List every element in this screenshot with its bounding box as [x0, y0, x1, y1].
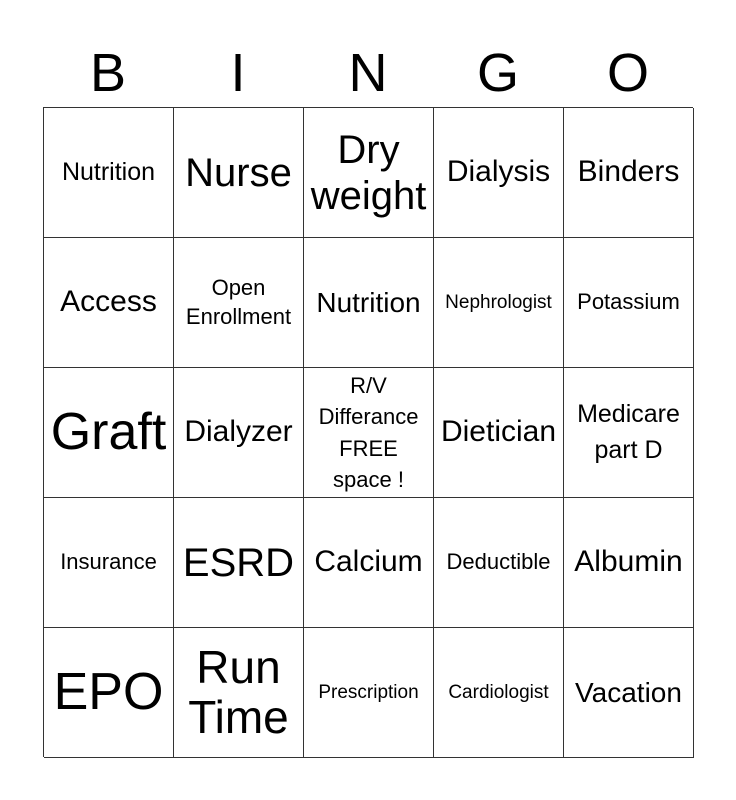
bingo-cell[interactable] — [44, 628, 174, 758]
header-letter-n: N — [348, 43, 388, 103]
cell-text: Potassium — [577, 289, 680, 315]
cell-text: Access — [60, 285, 157, 319]
header-letter-g: G — [476, 43, 519, 103]
cell-text: R/V Differance FREE space ! — [318, 373, 419, 492]
bingo-cell[interactable] — [44, 498, 174, 628]
cell-text: Dialysis — [446, 155, 551, 189]
bingo-cell[interactable] — [434, 238, 564, 368]
cell-text: Medicare part D — [577, 400, 680, 464]
bingo-cell[interactable] — [434, 628, 564, 758]
bingo-cell[interactable] — [174, 498, 304, 628]
bingo-cell[interactable] — [304, 628, 434, 758]
bingo-cell[interactable] — [304, 238, 434, 368]
bingo-cell[interactable] — [564, 368, 694, 498]
bingo-cell[interactable] — [304, 108, 434, 238]
cell-text: Albumin — [574, 545, 683, 579]
cell-text: Deductible — [446, 549, 551, 575]
cell-text: Open Enrollment — [185, 274, 292, 329]
header-letter-b: B — [89, 43, 127, 103]
cell-text: Binders — [577, 155, 680, 189]
cell-text: ESRD — [182, 540, 295, 585]
cell-text: Cardiologist — [448, 681, 549, 703]
bingo-cell[interactable] — [434, 498, 564, 628]
bingo-cell[interactable] — [44, 368, 174, 498]
free-space-cell[interactable] — [304, 368, 434, 498]
cell-text: Nutrition — [316, 286, 421, 318]
bingo-cell[interactable] — [44, 108, 174, 238]
bingo-cell[interactable] — [564, 238, 694, 368]
bingo-cell[interactable] — [174, 628, 304, 758]
bingo-cell[interactable] — [564, 498, 694, 628]
cell-text: Prescription — [318, 681, 419, 703]
bingo-cell[interactable] — [304, 498, 434, 628]
bingo-cell[interactable] — [44, 238, 174, 368]
cell-text: EPO — [53, 663, 164, 722]
cell-text: Dry weight — [310, 127, 427, 218]
cell-text: Dialyzer — [184, 415, 293, 449]
cell-text: Graft — [50, 403, 167, 462]
bingo-cell[interactable] — [434, 368, 564, 498]
bingo-cell[interactable] — [564, 108, 694, 238]
bingo-board — [43, 107, 693, 757]
bingo-cell[interactable] — [174, 368, 304, 498]
bingo-cell[interactable] — [174, 108, 304, 238]
cell-text: Insurance — [60, 549, 157, 575]
cell-text: Nurse — [185, 150, 292, 195]
bingo-cell[interactable] — [434, 108, 564, 238]
bingo-header — [43, 40, 693, 106]
header-letter-i: I — [230, 43, 246, 103]
cell-text: Dietician — [440, 415, 557, 449]
cell-text: Calcium — [314, 545, 423, 579]
header-letter-o: O — [606, 43, 649, 103]
cell-text: Vacation — [575, 676, 682, 708]
bingo-cell[interactable] — [174, 238, 304, 368]
cell-text: Nephrologist — [445, 291, 552, 313]
cell-text: Run Time — [188, 640, 289, 743]
cell-text: Nutrition — [61, 158, 156, 187]
bingo-cell[interactable] — [564, 628, 694, 758]
